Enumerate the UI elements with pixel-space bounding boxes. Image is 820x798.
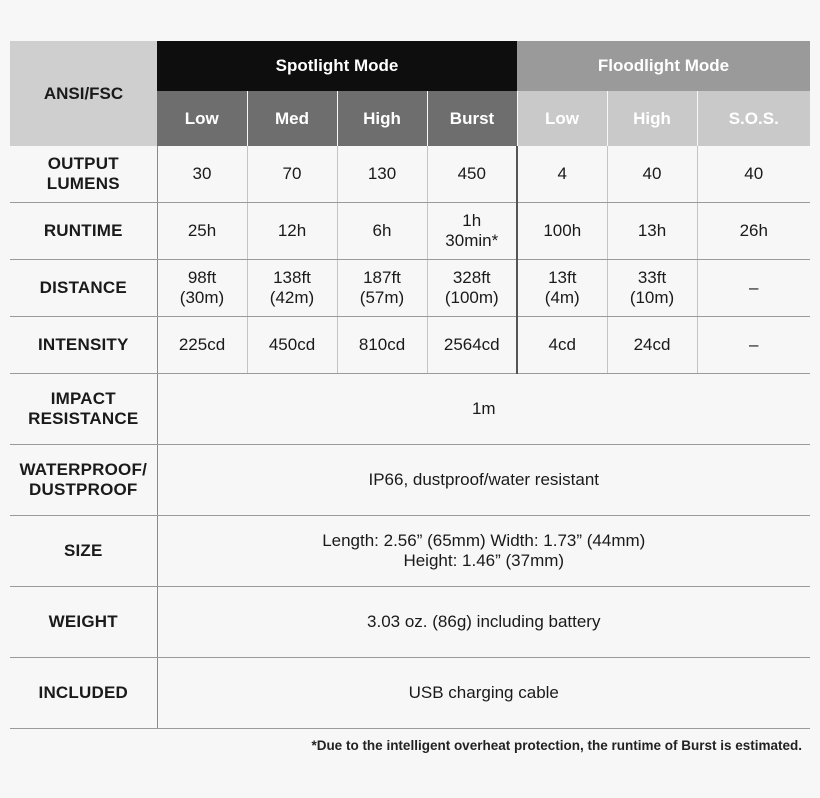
table-cell	[697, 146, 810, 203]
table-cell	[697, 203, 810, 260]
spec-label	[10, 516, 157, 587]
table-row	[10, 260, 810, 317]
table-cell-line: (57m)	[359, 288, 405, 307]
table-row	[10, 146, 810, 203]
table-cell-line: 450cd	[268, 335, 316, 354]
table-cell-line: (42m)	[269, 288, 315, 307]
spec-label-line: IMPACT	[50, 389, 116, 408]
table-cell	[427, 146, 517, 203]
spec-row	[10, 516, 810, 587]
table-cell	[517, 317, 607, 374]
table-cell	[157, 203, 247, 260]
spec-value	[157, 658, 810, 729]
table-row	[10, 317, 810, 374]
spec-label-line: INCLUDED	[38, 683, 128, 702]
spec-row	[10, 374, 810, 445]
row-label-line: INTENSITY	[37, 335, 129, 354]
spec-value	[157, 374, 810, 445]
table-cell	[337, 203, 427, 260]
table-cell-line: 30min*	[445, 231, 499, 250]
table-cell-line: –	[749, 335, 759, 354]
table-cell-line: 13ft	[548, 268, 577, 287]
table-cell	[157, 260, 247, 317]
table-cell-line: (4m)	[544, 288, 580, 307]
table-cell	[427, 317, 517, 374]
mode-header-spot-burst: Burst	[427, 91, 517, 146]
table-cell	[517, 146, 607, 203]
table-cell-line: 40	[642, 164, 662, 183]
table-cell-line: 1h	[462, 211, 482, 230]
table-cell-line: 2564cd	[443, 335, 500, 354]
table-cell	[697, 260, 810, 317]
row-label-line: OUTPUT	[47, 154, 119, 173]
table-cell	[337, 146, 427, 203]
table-cell	[337, 260, 427, 317]
spec-value	[157, 516, 810, 587]
table-cell-line: 810cd	[358, 335, 406, 354]
table-cell-line: 138ft	[273, 268, 311, 287]
table-cell	[247, 317, 337, 374]
table-cell	[247, 146, 337, 203]
spec-row	[10, 658, 810, 729]
spec-row	[10, 587, 810, 658]
table-cell-line: 13h	[637, 221, 667, 240]
mode-header-spot-high: High	[337, 91, 427, 146]
spec-value	[157, 445, 810, 516]
table-cell	[607, 260, 697, 317]
table-cell	[157, 146, 247, 203]
spec-value-line: 3.03 oz. (86g) including battery	[367, 612, 601, 631]
spec-value-line: Height: 1.46” (37mm)	[403, 551, 565, 570]
table-cell-line: –	[749, 278, 759, 297]
table-cell-line: 24cd	[633, 335, 671, 354]
table-cell-line: 70	[282, 164, 302, 183]
table-cell	[607, 203, 697, 260]
table-cell-line: 30	[192, 164, 212, 183]
spec-label	[10, 587, 157, 658]
table-cell-line: 450	[457, 164, 486, 183]
spec-value-line: 1m	[471, 399, 496, 418]
table-cell-line: 4cd	[548, 335, 576, 354]
table-cell-line: 26h	[739, 221, 768, 240]
row-label-line: LUMENS	[46, 174, 120, 193]
table-cell-line: 33ft	[637, 268, 667, 287]
table-cell-line: (100m)	[444, 288, 499, 307]
table-cell-line: 12h	[277, 221, 307, 240]
table-cell-line: (10m)	[629, 288, 675, 307]
footnote: *Due to the intelligent overheat protection, the runtime of Burst is estimated.	[311, 738, 802, 753]
spec-value-line: Length: 2.56” (65mm) Width: 1.73” (44mm)	[322, 531, 646, 550]
spec-label	[10, 658, 157, 729]
spec-label	[10, 374, 157, 445]
spec-label-line: RESISTANCE	[28, 409, 139, 428]
spec-row	[10, 445, 810, 516]
table-cell	[427, 203, 517, 260]
row-label	[10, 260, 157, 317]
floodlight-mode-header: Floodlight Mode	[517, 41, 810, 91]
table-row	[10, 203, 810, 260]
spec-value-line: IP66, dustproof/water resistant	[368, 470, 600, 489]
table-cell	[247, 203, 337, 260]
spotlight-mode-header: Spotlight Mode	[157, 41, 517, 91]
table-cell	[157, 317, 247, 374]
mode-header-spot-low: Low	[157, 91, 247, 146]
spec-table	[10, 41, 810, 729]
table-cell-line: 100h	[543, 221, 582, 240]
spec-label-line: DUSTPROOF	[28, 480, 138, 499]
spec-value-line: USB charging cable	[408, 683, 559, 702]
table-cell	[607, 317, 697, 374]
table-cell-line: 6h	[372, 221, 392, 240]
spec-value	[157, 587, 810, 658]
spec-label-line: WATERPROOF/	[19, 460, 147, 479]
spec-label-line: SIZE	[63, 541, 103, 560]
corner-label: ANSI/FSC	[10, 41, 157, 146]
row-label	[10, 146, 157, 203]
table-cell-line: 225cd	[178, 335, 226, 354]
table-cell-line: 187ft	[363, 268, 401, 287]
mode-header-flood-sos: S.O.S.	[697, 91, 810, 146]
table-cell-line: (30m)	[179, 288, 225, 307]
spec-label	[10, 445, 157, 516]
table-cell-line: 130	[367, 164, 397, 183]
table-cell	[697, 317, 810, 374]
table-cell-line: 98ft	[187, 268, 217, 287]
row-label	[10, 317, 157, 374]
table-cell	[517, 260, 607, 317]
mode-header-flood-low: Low	[517, 91, 607, 146]
row-label-line: DISTANCE	[39, 278, 127, 297]
table-cell	[607, 146, 697, 203]
header-group-row	[10, 41, 810, 91]
spec-label-line: WEIGHT	[48, 612, 118, 631]
table-cell	[517, 203, 607, 260]
table-cell	[247, 260, 337, 317]
row-label-line: RUNTIME	[43, 221, 123, 240]
row-label	[10, 203, 157, 260]
table-cell-line: 4	[557, 164, 567, 183]
mode-header-flood-high: High	[607, 91, 697, 146]
table-cell-line: 40	[744, 164, 764, 183]
table-cell-line: 328ft	[452, 268, 491, 287]
table-cell	[337, 317, 427, 374]
table-cell	[427, 260, 517, 317]
mode-header-spot-med: Med	[247, 91, 337, 146]
table-cell-line: 25h	[187, 221, 217, 240]
